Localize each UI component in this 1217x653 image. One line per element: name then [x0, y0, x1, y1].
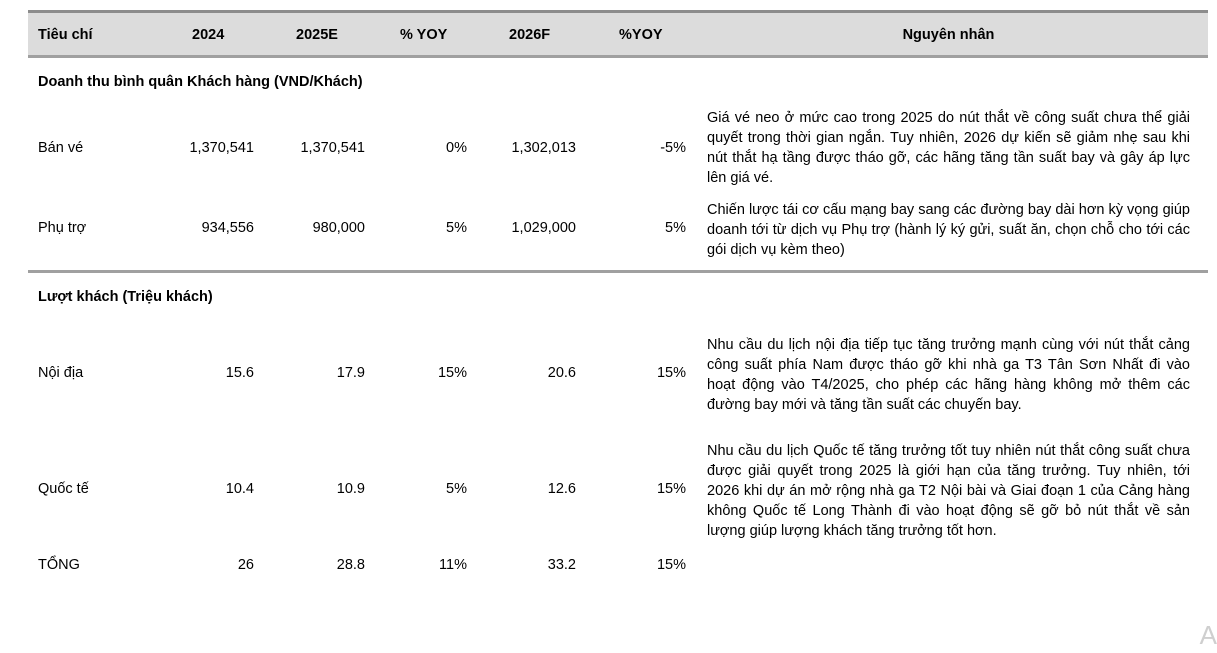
- value-yoy-2026: 15%: [656, 365, 686, 381]
- section-title: Lượt khách (Triệu khách): [38, 289, 213, 305]
- value-2024: 10.4: [225, 481, 254, 497]
- header-yoy-2026: %YOY: [619, 27, 663, 43]
- reason-text: Chiến lược tái cơ cấu mạng bay sang các đường bay dài hơn kỳ vọng giúp doanh tới từ dịch vụ Phụ trợ (hành lý ký gửi, suất ăn, chọn chỗ cho tới các gói dịch vụ kèm theo): [707, 202, 1190, 258]
- table-row-domestic: [28, 319, 1208, 423]
- value-yoy-2026: 15%: [656, 481, 686, 497]
- header-2024: 2024: [192, 27, 225, 43]
- value-yoy-2025: 11%: [439, 557, 467, 573]
- row-label: TỔNG: [38, 557, 80, 573]
- header-2026f: 2026F: [509, 27, 551, 43]
- table-row-international: [28, 423, 1208, 553]
- value-yoy-2026: 15%: [656, 557, 686, 573]
- row-label: Quốc tế: [38, 481, 89, 497]
- value-yoy-2026: -5%: [660, 140, 686, 156]
- reason-text: Giá vé neo ở mức cao trong 2025 do nút thắt về công suất chưa thể giải quyết trong thời gian ngắn. Tuy nhiên, 2026 dự kiến sẽ giảm nhẹ sau khi nút thắt hạ tầng được tháo gỡ, các hãng tăng tần suất bay và gây áp lực lên giá vé.: [707, 110, 1190, 186]
- value-2025e: 10.9: [336, 481, 365, 497]
- value-2026f: 12.6: [547, 481, 576, 497]
- row-label: Nội địa: [38, 365, 84, 381]
- value-2025e: 980,000: [312, 220, 365, 236]
- header-yoy-2025: % YOY: [400, 27, 448, 43]
- value-2024: 15.6: [225, 365, 254, 381]
- value-2024: 26: [237, 557, 254, 573]
- table-row-total: [28, 553, 1208, 593]
- section-title: Doanh thu bình quân Khách hàng (VND/Khách): [38, 74, 363, 90]
- reason-text: Nhu cầu du lịch nội địa tiếp tục tăng trưởng mạnh cùng với nút thắt cảng công suất phía Nam được tháo gỡ khi nhà ga T3 Tân Sơn Nhất đi vào hoạt động vào T4/2025, cho phép các hãng hàng không mở thêm các đường bay mới và tăng tần suất các chuyến bay.: [707, 337, 1190, 413]
- value-2025e: 1,370,541: [300, 140, 365, 156]
- value-2025e: 17.9: [336, 365, 365, 381]
- value-2024: 1,370,541: [189, 140, 254, 156]
- row-label: Bán vé: [38, 140, 84, 156]
- reason-text: Nhu cầu du lịch Quốc tế tăng trưởng tốt tuy nhiên nút thắt công suất chưa được giải quyết trong 2025 là giới hạn của tăng trưởng. Tuy nhiên, tới 2026 khi dự án mở rộng nhà ga T2 Nội bài và Giai đoạn 1 của Cảng hàng không Quốc tế Long Thành đi vào hoạt động sẽ gỡ bỏ nút thắt về sản lượng giúp lượng khách tăng trưởng tốt hơn.: [707, 443, 1190, 539]
- value-2026f: 1,302,013: [511, 140, 576, 156]
- header-reason: Nguyên nhân: [902, 27, 995, 43]
- section-passengers: [28, 273, 1208, 319]
- value-2026f: 33.2: [547, 557, 576, 573]
- table-row-ticket: [28, 104, 1208, 190]
- value-2026f: 1,029,000: [511, 220, 576, 236]
- table-row-ancillary: [28, 190, 1208, 273]
- watermark-glyph: A: [1199, 620, 1217, 650]
- value-yoy-2025: 0%: [446, 140, 467, 156]
- header-2025e: 2025E: [296, 27, 338, 43]
- row-label: Phụ trợ: [38, 220, 87, 236]
- value-2025e: 28.8: [336, 557, 365, 573]
- value-yoy-2025: 5%: [446, 220, 467, 236]
- forecast-table: [28, 10, 1208, 593]
- header-criteria: Tiêu chí: [38, 27, 93, 43]
- value-yoy-2026: 5%: [665, 220, 686, 236]
- value-yoy-2025: 5%: [446, 481, 467, 497]
- value-2024: 934,556: [201, 220, 254, 236]
- value-2026f: 20.6: [547, 365, 576, 381]
- value-yoy-2025: 15%: [437, 365, 467, 381]
- table-header: [28, 10, 1208, 58]
- section-revenue-per-passenger: [28, 58, 1208, 104]
